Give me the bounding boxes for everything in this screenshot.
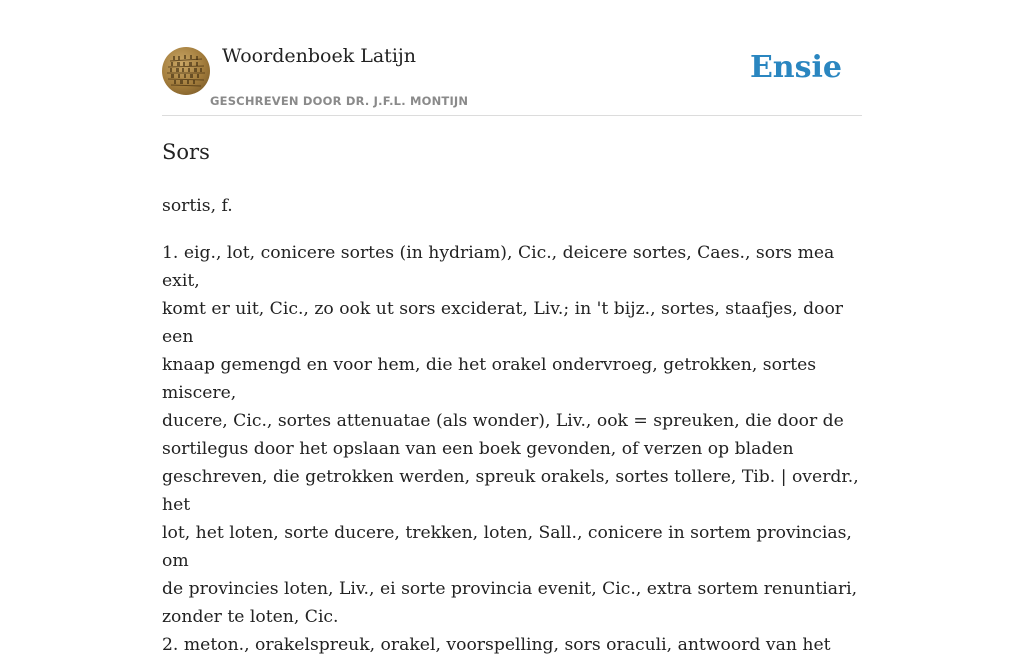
definition-line: komt er uit, Cic., zo ook ut sors exciderat, Liv.; in 't bijz., sortes, staafjes, door een (162, 299, 844, 347)
definition-line: de provincies loten, Liv., ei sorte provincia evenit, Cic., extra sortem renuntiari, (162, 579, 858, 599)
entry-title: Sors (162, 140, 210, 164)
dictionary-title[interactable]: Woordenboek Latijn (222, 45, 417, 67)
entry-body (162, 192, 862, 659)
grammar-line: sortis, f. (162, 196, 233, 216)
definition-line: geschreven, die getrokken werden, spreuk orakels, sortes tollere, Tib. | overdr., het (162, 467, 859, 515)
definition-line: knaap gemengd en voor hem, die het orakel ondervroeg, getrokken, sortes miscere, (162, 355, 817, 403)
author-line[interactable]: GESCHREVEN DOOR DR. J.F.L. MONTIJN (210, 94, 469, 108)
definition-line: zonder te loten, Cic. (162, 607, 339, 627)
definition-line: 1. eig., lot, conicere sortes (in hydriam), Cic., deicere sortes, Caes., sors mea exit, (162, 243, 835, 291)
definition-line: ducere, Cic., sortes attenuatae (als wonder), Liv., ook = spreuken, die door de (162, 411, 844, 431)
definition-text (162, 239, 862, 659)
definition-line: 2. meton., orakelspreuk, orakel, voorspelling, sors oraculi, antwoord van het (162, 635, 831, 655)
header (162, 0, 862, 116)
coin-inscription-icon[interactable] (162, 47, 210, 95)
definition-line: lot, het loten, sorte ducere, trekken, loten, Sall., conicere in sortem provincias, om (162, 523, 852, 571)
page (162, 0, 862, 655)
definition-line: sortilegus door het opslaan van een boek gevonden, of verzen op bladen (162, 439, 794, 459)
brand-logo[interactable]: Ensie (749, 50, 842, 85)
